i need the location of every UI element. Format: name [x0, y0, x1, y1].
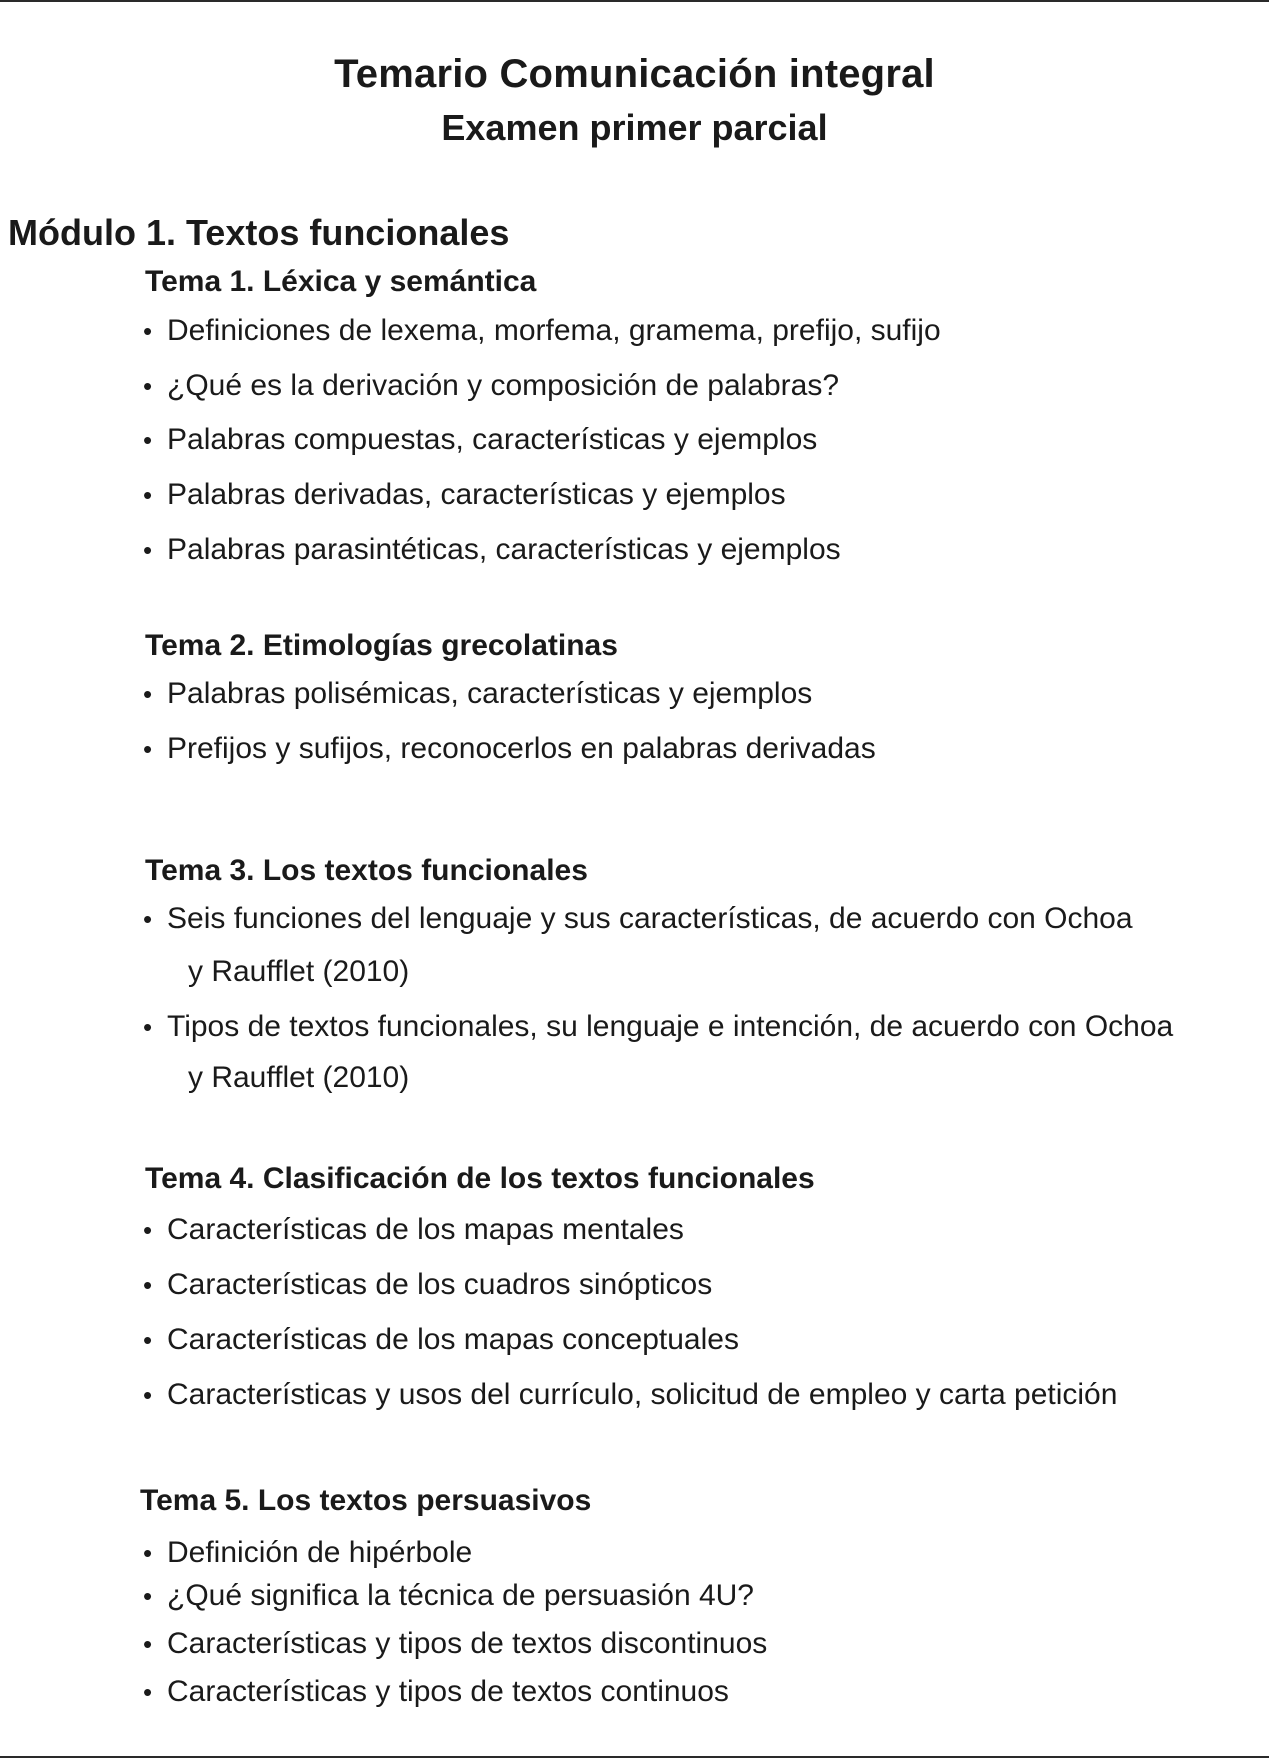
document-subtitle: Examen primer parcial	[441, 107, 828, 148]
topic-2-title: Tema 2. Etimologías grecolatinas	[145, 629, 618, 662]
bullet-icon: •	[143, 535, 153, 565]
list-item	[143, 1210, 684, 1250]
list-item	[143, 729, 876, 769]
list-item-text: Prefijos y sufijos, reconocerlos en palabras derivadas	[167, 732, 876, 765]
topic-1-title: Tema 1. Léxica y semántica	[145, 265, 537, 298]
bullet-icon: •	[143, 1325, 153, 1355]
list-item	[143, 1624, 767, 1664]
list-item-text: ¿Qué significa la técnica de persuasión 4U?	[167, 1579, 754, 1612]
bullet-icon: •	[143, 1677, 153, 1707]
document-title: Temario Comunicación integral	[334, 52, 935, 96]
list-item-text: Definiciones de lexema, morfema, gramema, prefijo, sufijo	[167, 314, 941, 347]
bullet-icon: •	[143, 734, 153, 764]
list-item	[143, 475, 786, 515]
list-item-text: ¿Qué es la derivación y composición de palabras?	[167, 369, 840, 402]
list-item-text: Tipos de textos funcionales, su lenguaje e intención, de acuerdo con Ochoa	[167, 1010, 1174, 1043]
topic-4-title: Tema 4. Clasificación de los textos funcionales	[145, 1162, 815, 1195]
bullet-icon: •	[143, 425, 153, 455]
topic-3-title: Tema 3. Los textos funcionales	[145, 854, 588, 887]
bullet-icon: •	[143, 1215, 153, 1245]
list-item-text: Palabras parasintéticas, características y ejemplos	[167, 533, 841, 566]
list-item	[143, 1007, 1173, 1047]
bullet-icon: •	[143, 316, 153, 346]
list-item	[143, 1576, 754, 1616]
list-item-text: Características y tipos de textos discontinuos	[167, 1627, 768, 1660]
list-item-text: Seis funciones del lenguaje y sus características, de acuerdo con Ochoa	[167, 902, 1133, 935]
list-item	[143, 530, 841, 570]
bullet-icon: •	[143, 904, 153, 934]
bullet-icon: •	[143, 1380, 153, 1410]
list-item	[143, 420, 817, 460]
bullet-icon: •	[143, 1538, 153, 1568]
list-item-text: Definición de hipérbole	[167, 1536, 473, 1569]
list-item	[143, 1672, 729, 1712]
bullet-icon: •	[143, 1270, 153, 1300]
list-item-text: Características de los cuadros sinópticos	[167, 1268, 713, 1301]
bullet-icon: •	[143, 371, 153, 401]
bullet-icon: •	[143, 1629, 153, 1659]
list-item	[143, 1265, 712, 1305]
bullet-icon: •	[143, 1581, 153, 1611]
list-item	[143, 1533, 472, 1573]
bullet-icon: •	[143, 1012, 153, 1042]
list-item-text: Palabras derivadas, características y ejemplos	[167, 478, 786, 511]
list-item	[143, 674, 812, 714]
list-item	[143, 1375, 1117, 1415]
list-item-continuation: y Raufflet (2010)	[188, 1061, 410, 1094]
list-item-continuation: y Raufflet (2010)	[188, 955, 410, 988]
list-item-text: Palabras polisémicas, características y ejemplos	[167, 677, 813, 710]
list-item	[143, 311, 941, 351]
list-item	[143, 1320, 739, 1360]
list-item-text: Características de los mapas mentales	[167, 1213, 684, 1246]
topic-5-title: Tema 5. Los textos persuasivos	[140, 1484, 592, 1517]
bullet-icon: •	[143, 679, 153, 709]
list-item-text: Características de los mapas conceptuales	[167, 1323, 739, 1356]
list-item	[143, 366, 839, 406]
list-item-text: Palabras compuestas, características y ejemplos	[167, 423, 818, 456]
bottom-border-line	[0, 1756, 1269, 1758]
module-title: Módulo 1. Textos funcionales	[8, 212, 510, 253]
list-item-text: Características y usos del currículo, solicitud de empleo y carta petición	[167, 1378, 1118, 1411]
list-item-text: Características y tipos de textos continuos	[167, 1675, 729, 1708]
top-border-line	[0, 0, 1269, 2]
list-item	[143, 899, 1133, 939]
bullet-icon: •	[143, 480, 153, 510]
